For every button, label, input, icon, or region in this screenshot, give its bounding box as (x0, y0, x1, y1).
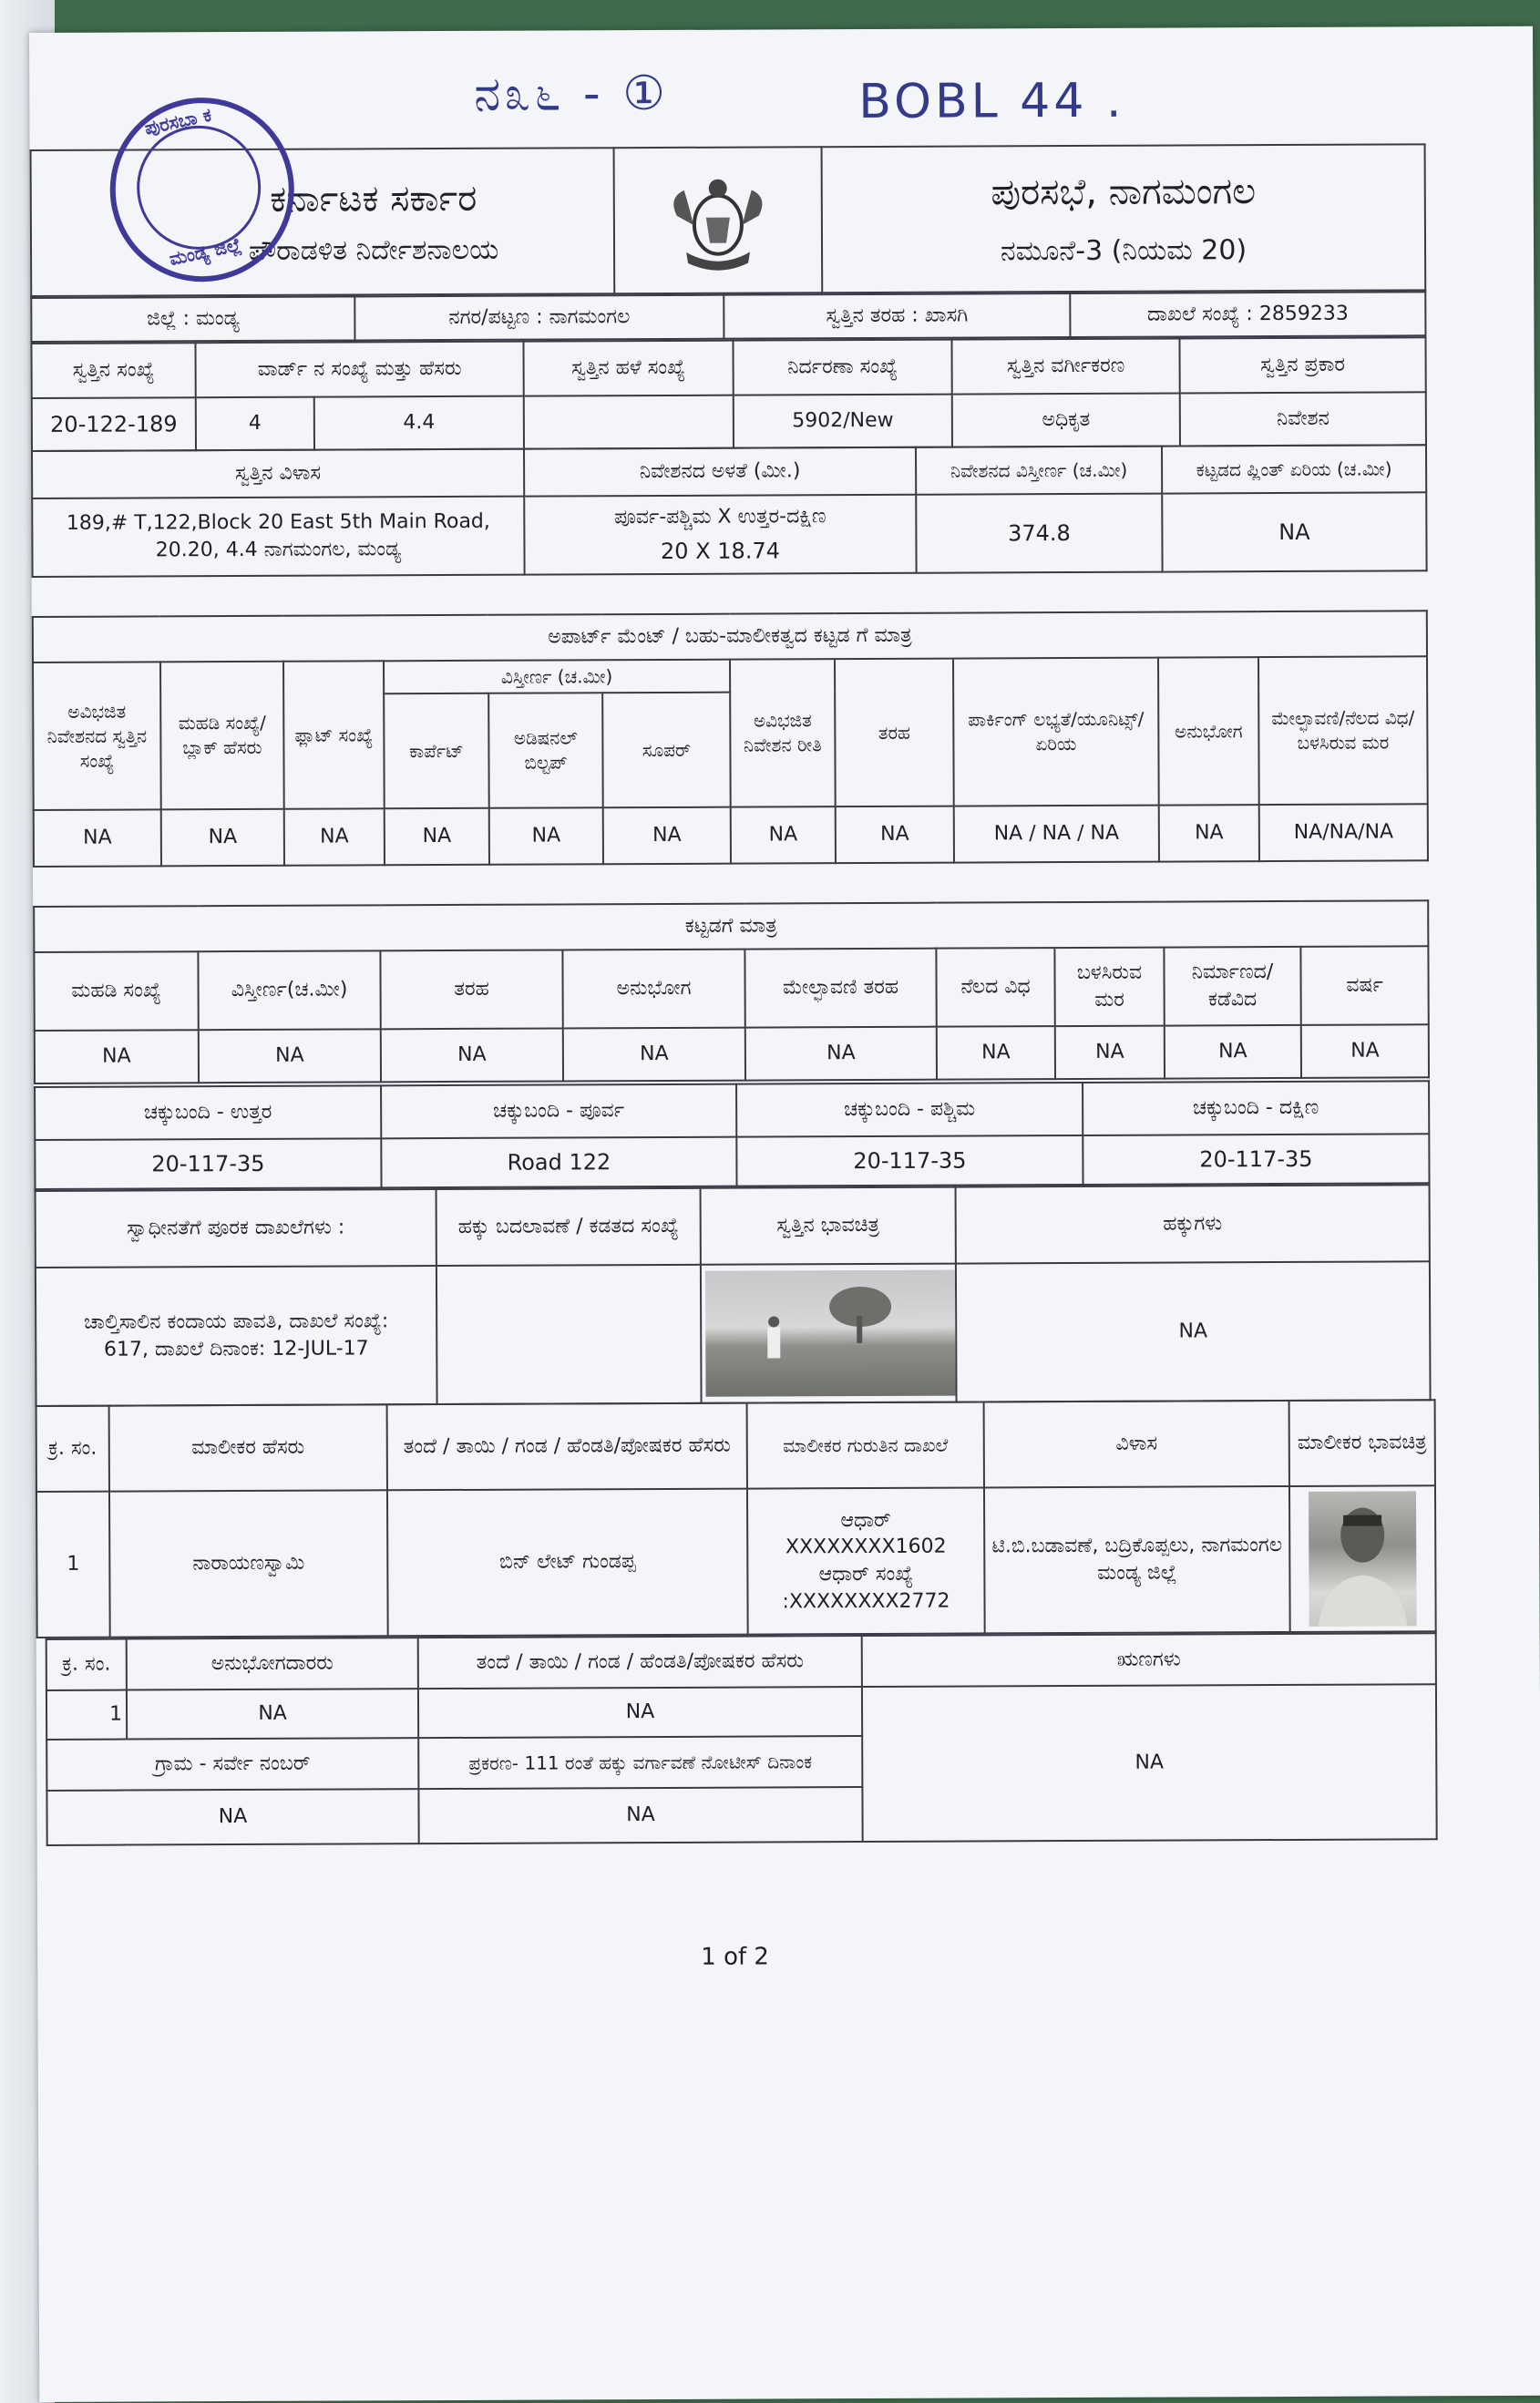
boundary-west-value: 20-117-35 (736, 1135, 1083, 1186)
property-kind-field: ಸ್ವತ್ತಿನ ತರಹ : ಖಾಸಗಿ (724, 293, 1070, 339)
building-section-title: ಕಟ್ಟಡಗೆ ಮಾತ್ರ (34, 900, 1428, 952)
owner-id-line1: ಆಧಾರ್ (840, 1508, 891, 1532)
bld-value: NA (745, 1027, 937, 1081)
survey-number-header: ಗ್ರಾಮ - ಸರ್ವೇ ನಂಬರ್ (46, 1738, 418, 1791)
owner-id-line2: XXXXXXXX1602 (785, 1535, 947, 1559)
property-photo-header: ಸ್ವತ್ತಿನ ಭಾವಚಿತ್ರ (701, 1187, 956, 1265)
dimension-cell (524, 495, 916, 575)
owner-name-value: ನಾರಾಯಣಸ್ವಾಮಿ (109, 1490, 388, 1637)
form-title: ನಮೂನೆ-3 (ನಿಯಮ 20) (1000, 233, 1247, 268)
bld-roof-header: ಮೇಲ್ಛಾವಣಿ ತರಹ (744, 949, 936, 1028)
page-number: 1 of 2 (701, 1943, 769, 1971)
property-number-value: 20-122-189 (32, 397, 196, 451)
apt-value: NA (489, 807, 603, 865)
building-table (33, 899, 1430, 1084)
apt-kind-header: ತರಹ (835, 659, 954, 807)
property-photo-cell (701, 1264, 957, 1403)
apt-undivided-number-header: ಅವಿಭಜಿತ ನಿವೇಶನದ ಸ್ವತ್ತಿನ ಸಂಖ್ಯೆ (33, 662, 161, 810)
classification-value: ಅಧಿಕೃತ (952, 393, 1180, 447)
owner-address-value: ಟಿ.ಬಿ.ಬಡಾವಣೆ, ಬದ್ರಿಕೊಪ್ಪಲು, ನಾಗಮಂಗಲ ಮಂಡ್ಯ ಜಿಲ್ಲೆ (984, 1486, 1290, 1633)
boundary-north-value: 20-117-35 (35, 1138, 381, 1189)
emblem-cell (614, 147, 823, 293)
owner-table (36, 1399, 1437, 1638)
apt-additional-header: ಅಡಿಷನಲ್ ಬಿಲ್ಟಪ್ (488, 693, 603, 808)
handwritten-note-right: BOBL 44 . (858, 73, 1125, 130)
boundary-south-value: 20-117-35 (1083, 1134, 1429, 1185)
property-photo-image (705, 1270, 957, 1397)
apt-value: NA (161, 809, 284, 867)
occupant-sno-header: ಕ್ರ. ಸಂ. (46, 1639, 127, 1690)
owner-id-line3: ಆಧಾರ್ ಸಂಖ್ಯೆ (818, 1562, 914, 1587)
municipality-cell (822, 144, 1426, 293)
dimension-value: 20 X 18.74 (660, 538, 781, 564)
owner-relative-value: ಬಿನ್ ಲೇಟ್ ಗುಂಡಪ್ಪ (387, 1489, 748, 1637)
apartment-table (32, 610, 1429, 868)
apt-area-group-header: ವಿಸ್ತೀರ್ಣ (ಚ.ಮೀ) (384, 660, 730, 694)
property-number-header: ಸ್ವತ್ತಿನ ಸಂಖ್ಯೆ (31, 343, 195, 398)
apt-floor-header: ಮಹಡಿ ಸಂಖ್ಯೆ/ಬ್ಲಾಕ್ ಹೆಸರು (160, 662, 284, 810)
owner-photo (1309, 1491, 1417, 1627)
apt-flat-header: ಫ್ಲಾಟ್ ಸಂಖ್ಯೆ (283, 661, 385, 808)
occupant-name-header: ಅನುಭೋಗದಾರರು (127, 1638, 418, 1689)
boundaries-table (34, 1080, 1430, 1190)
dimension-subheader: ಪೂರ್ವ-ಪಶ್ಚಿಮ X ಉತ್ತರ-ದಕ್ಷಿಣ (614, 505, 826, 529)
bld-year-header: ವರ್ಷ (1300, 946, 1428, 1025)
liabilities-value: NA (862, 1684, 1437, 1842)
boundary-south-header: ಚಕ್ಕುಬಂದಿ - ದಕ್ಷಿಣ (1083, 1081, 1429, 1135)
dimension-header: ನಿವೇಶನದ ಅಳತೆ (ಮೀ.) (524, 447, 916, 497)
municipality-title: ಪುರಸಭೆ, ನಾಗಮಂಗಲ (991, 169, 1257, 214)
apt-carpet-header: ಕಾರ್ಪೆಟ್ (384, 693, 489, 809)
owner-photo-image (1309, 1491, 1417, 1627)
apt-value: NA/NA/NA (1259, 804, 1428, 861)
supporting-docs-header: ಸ್ವಾಧೀನತೆಗೆ ಪೂರಕ ದಾಖಲೆಗಳು : (36, 1189, 436, 1268)
transfer-notice-header: ಪ್ರಕರಣ- 111 ರಂತೆ ಹಕ್ಕು ವರ್ಗಾವಣೆ ನೋಟೀಸ್ ದಿನಾಂಕ (418, 1736, 862, 1789)
boundary-east-header: ಚಕ್ಕುಬಂದಿ - ಪೂರ್ವ (381, 1084, 736, 1139)
state-emblem-icon (650, 160, 787, 280)
stamp-text-bottom: ಮಂಡ್ಯ ಜಿಲ್ಲೆ (167, 232, 243, 271)
apt-roof-header: ಮೇಲ್ಛಾವಣಿ/ನೆಲದ ವಿಧ/ಬಳಸಿರುವ ಮರ (1258, 656, 1428, 805)
bld-value: NA (563, 1028, 745, 1082)
info-row-table (30, 291, 1426, 343)
owner-photo-cell (1289, 1485, 1436, 1632)
survey-number-value: NA (46, 1789, 418, 1845)
district-field: ಜಿಲ್ಲೆ : ಮಂಡ್ಯ (31, 296, 354, 342)
rights-table (35, 1184, 1432, 1407)
bld-value: NA (937, 1026, 1055, 1080)
supporting-docs-value (36, 1266, 437, 1406)
stamp-text-top: ಪುರಸಭಾ ಕ (142, 103, 214, 139)
bld-value: NA (1055, 1026, 1165, 1080)
document-number-field: ದಾಖಲೆ ಸಂಖ್ಯೆ : 2859233 (1070, 292, 1425, 337)
directorate-title: ಪೌರಾಡಳಿತ ನಿರ್ದೇಶನಾಲಯ (248, 233, 499, 267)
address-value: 189,# T,122,Block 20 East 5th Main Road, 20.20, 4.4 ನಾಗಮಂಗಲ, ಮಂಡ್ಯ (32, 497, 524, 577)
occupant-sno-value: 1 (46, 1690, 127, 1740)
bld-value: NA (1301, 1024, 1429, 1078)
rights-value: NA (956, 1261, 1431, 1402)
apt-parking-header: ಪಾರ್ಕಿಂಗ್ ಲಭ್ಯತೆ/ಯೂನಿಟ್ಸ್/ಏರಿಯ (953, 658, 1159, 806)
govt-title: ಕರ್ನಾಟಕ ಸರ್ಕಾರ (270, 177, 477, 221)
bld-value: NA (381, 1028, 563, 1082)
property-type-value: ನಿವೇಶನ (1180, 392, 1426, 446)
apt-value: NA / NA / NA (954, 806, 1159, 863)
apt-value: NA (836, 806, 954, 864)
address-header: ಸ್ವತ್ತಿನ ವಿಳಾಸ (32, 449, 524, 498)
property-photo (705, 1270, 957, 1397)
property-table (30, 336, 1427, 452)
area-value: 374.8 (916, 494, 1162, 573)
change-file-value (436, 1265, 702, 1404)
owner-id-line4: :XXXXXXXX2772 (782, 1589, 950, 1614)
bld-kind-header: ತರಹ (380, 950, 562, 1029)
old-number-value (524, 395, 734, 449)
ward-header: ವಾರ್ಡ್ ನ ಸಂಖ್ಯೆ ಮತ್ತು ಹೆಸರು (195, 342, 523, 398)
owner-address-header: ವಿಳಾಸ (984, 1401, 1289, 1487)
owner-name-header: ಮಾಲೀಕರ ಹೆಸರು (109, 1404, 387, 1491)
occupant-relative-value: NA (418, 1687, 862, 1738)
apartment-section-title: ಅಪಾರ್ಟ್ ಮೆಂಟ್ / ಬಹು-ಮಾಲೀಕತ್ವದ ಕಟ್ಟಡ ಗೆ ಮಾತ್ರ (33, 611, 1427, 662)
plinth-header: ಕಟ್ಟಡದ ಪ್ಲಿಂತ್ ಏರಿಯ (ಚ.ಮೀ) (1162, 445, 1426, 493)
boundary-north-header: ಚಕ್ಕುಬಂದಿ - ಉತ್ತರ (35, 1085, 381, 1140)
area-header: ನಿವೇಶನದ ವಿಸ್ತೀರ್ಣ (ಚ.ಮೀ) (916, 447, 1162, 495)
occupant-relative-header: ತಂದೆ / ತಾಯಿ / ಗಂಡ / ಹೆಂಡತಿ/ಪೋಷಕರ ಹೆಸರು (418, 1636, 862, 1689)
apt-value: NA (603, 807, 731, 865)
classification-header: ಸ್ವತ್ತಿನ ವರ್ಗೀಕರಣ (951, 338, 1179, 394)
assessment-number-header: ನಿರ್ದರಣಾ ಸಂಖ್ಯೆ (733, 340, 951, 395)
liabilities-header: ಋಣಗಳು (862, 1633, 1436, 1687)
town-field: ನಗರ/ಪಟ್ಟಣ : ನಾಗಮಂಗಲ (354, 295, 724, 341)
document-page (29, 26, 1540, 2402)
bld-wood-header: ಬಳಸಿರುವ ಮರ (1054, 948, 1164, 1027)
boundary-east-value: Road 122 (381, 1137, 736, 1188)
owner-sno-value: 1 (36, 1492, 110, 1638)
owner-relative-header: ತಂದೆ / ತಾಯಿ / ಗಂಡ / ಹೆಂಡತಿ/ಪೋಷಕರ ಹೆಸರು (387, 1403, 747, 1491)
bld-value: NA (199, 1029, 381, 1083)
bld-area-header: ವಿಸ್ತೀರ್ಣ(ಚ.ಮೀ) (198, 950, 380, 1030)
apt-value: NA (1159, 805, 1259, 861)
boundary-west-header: ಚಕ್ಕುಬಂದಿ - ಪಶ್ಚಿಮ (736, 1083, 1083, 1137)
ward-name-value: 4.4 (314, 396, 524, 450)
apt-value: NA (731, 806, 836, 864)
change-file-header: ಹಕ್ಕು ಬದಲಾವಣೆ / ಕಡತದ ಸಂಖ್ಯೆ (436, 1188, 701, 1266)
plinth-value: NA (1162, 492, 1426, 571)
site-table (31, 444, 1428, 578)
owner-id-value (747, 1487, 985, 1634)
transfer-notice-value: NA (418, 1787, 862, 1843)
old-number-header: ಸ್ವತ್ತಿನ ಹಳೆ ಸಂಖ್ಯೆ (523, 341, 733, 396)
apt-undivided-type-header: ಅವಿಭಜಿತ ನಿವೇಶನ ರೀತಿ (730, 659, 836, 807)
bld-floor-type-header: ನೆಲದ ವಿಧ (936, 948, 1054, 1027)
apt-usage-header: ಅನುಭೋಗ (1158, 657, 1259, 805)
apt-value: NA (284, 808, 385, 865)
apt-super-header: ಸೂಪರ್ (602, 693, 731, 808)
owner-photo-header: ಮಾಲೀಕರ ಭಾವಚಿತ್ರ (1289, 1400, 1435, 1486)
owner-sno-header: ಕ್ರ. ಸಂ. (36, 1406, 109, 1492)
bld-value: NA (1165, 1025, 1301, 1079)
supporting-docs-line2: 617, ದಾಖಲೆ ದಿನಾಂಕ: 12-JUL-17 (103, 1337, 369, 1361)
bld-floor-header: ಮಹಡಿ ಸಂಖ್ಯೆ (34, 951, 198, 1031)
occupant-table (46, 1632, 1438, 1846)
supporting-docs-line1: ಚಾಲ್ತಿಸಾಲಿನ ಕಂದಾಯ ಪಾವತಿ, ದಾಖಲೆ ಸಂಖ್ಯೆ: (84, 1309, 389, 1335)
bld-usage-header: ಅನುಭೋಗ (562, 950, 744, 1029)
ward-number-value: 4 (196, 397, 314, 451)
assessment-number-value: 5902/New (734, 395, 952, 448)
bld-construction-header: ನಿರ್ಮಾಣದ/ ಕಡೆವಿದ (1164, 947, 1300, 1026)
apt-value: NA (385, 808, 489, 866)
handwritten-note-left: ನ೩೬ - ① (474, 66, 670, 122)
rights-header: ಹಕ್ಕುಗಳು (956, 1185, 1430, 1263)
property-type-header: ಸ್ವತ್ತಿನ ಪ್ರಕಾರ (1179, 337, 1425, 393)
occupant-name-value: NA (127, 1689, 418, 1739)
bld-value: NA (35, 1030, 199, 1083)
owner-id-header: ಮಾಲೀಕರ ಗುರುತಿನ ದಾಖಲೆ (747, 1402, 984, 1488)
apt-value: NA (34, 809, 161, 867)
